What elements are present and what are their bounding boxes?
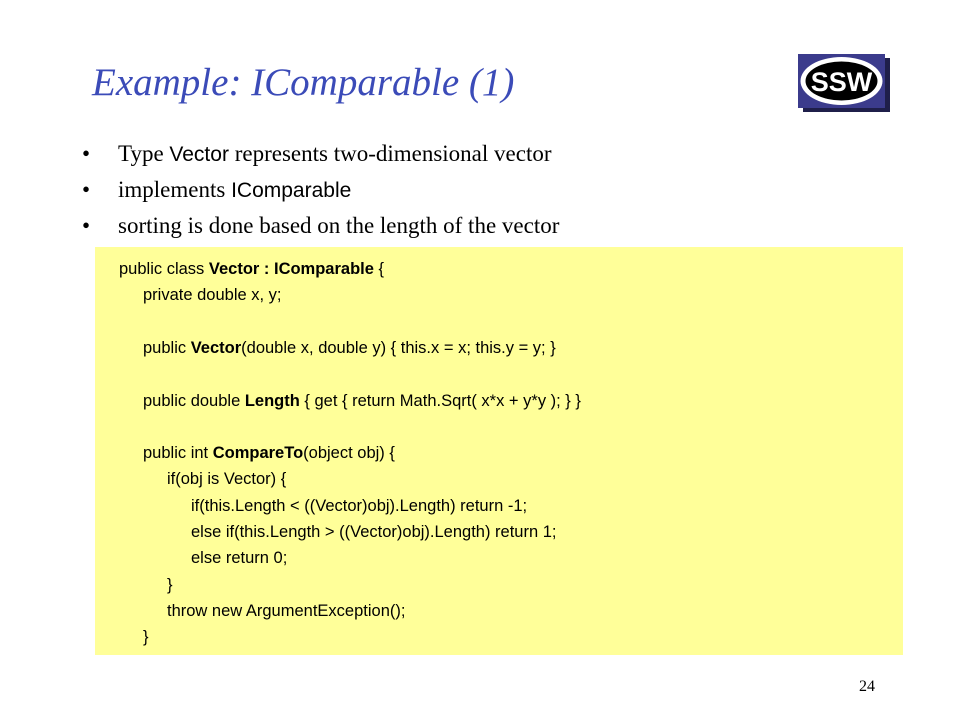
code-line xyxy=(167,468,286,490)
ssw-logo xyxy=(798,54,890,112)
code-block xyxy=(95,247,903,655)
bullet-text: represents two-dimensional vector xyxy=(228,141,552,166)
bullet-item xyxy=(82,208,559,244)
code-line xyxy=(143,442,395,464)
bullet-symbol: • xyxy=(82,141,91,166)
code-text: public xyxy=(143,338,191,357)
code-text: } xyxy=(167,575,173,594)
code-text: public int xyxy=(143,444,213,463)
code-text: if(obj is Vector) { xyxy=(167,470,287,489)
code-line xyxy=(191,495,527,517)
code-line xyxy=(167,600,405,622)
code-keyword: Length xyxy=(244,391,300,410)
code-keyword: Vector : IComparable xyxy=(208,260,374,278)
bullet-text: Type xyxy=(118,141,170,166)
page-number: 24 xyxy=(859,678,875,695)
code-text: public class xyxy=(119,260,209,278)
code-text: } xyxy=(143,628,149,647)
code-line xyxy=(119,258,384,280)
code-text: else return 0; xyxy=(191,549,288,568)
bullet-symbol: • xyxy=(82,213,91,238)
bullet-symbol: • xyxy=(82,177,91,202)
code-keyword: CompareTo xyxy=(212,444,304,463)
code-line xyxy=(191,547,287,569)
code-text: if(this.Length < ((Vector)obj).Length) return -1; xyxy=(191,496,528,515)
code-line xyxy=(167,574,173,596)
code-line xyxy=(143,626,149,648)
code-text: (object obj) { xyxy=(303,444,395,463)
bullet-text: implements xyxy=(118,177,232,202)
logo-text: SSW xyxy=(810,67,873,97)
code-line xyxy=(143,390,581,412)
bullet-item xyxy=(82,172,559,208)
code-line xyxy=(143,337,556,359)
slide-title: Example: IComparable (1) xyxy=(92,61,515,104)
bullet-text: Vector xyxy=(169,143,229,166)
code-text: { get { return Math.Sqrt( x*x + y*y ); } } xyxy=(299,391,581,410)
code-text: private double x, y; xyxy=(143,286,282,305)
code-keyword: Vector xyxy=(190,338,242,357)
code-line xyxy=(191,521,556,543)
bullet-item xyxy=(82,136,559,172)
code-text: (double x, double y) { this.x = x; this.y = y; } xyxy=(241,338,556,357)
bullet-list xyxy=(82,136,559,244)
code-line xyxy=(143,284,282,306)
bullet-text: IComparable xyxy=(231,179,352,202)
code-text: { xyxy=(373,260,385,278)
bullet-text: sorting is done based on the length of the vector xyxy=(118,213,560,238)
code-text: public double xyxy=(143,391,245,410)
code-text: else if(this.Length > ((Vector)obj).Length) return 1; xyxy=(191,523,557,541)
code-text: throw new ArgumentException(); xyxy=(167,601,406,620)
